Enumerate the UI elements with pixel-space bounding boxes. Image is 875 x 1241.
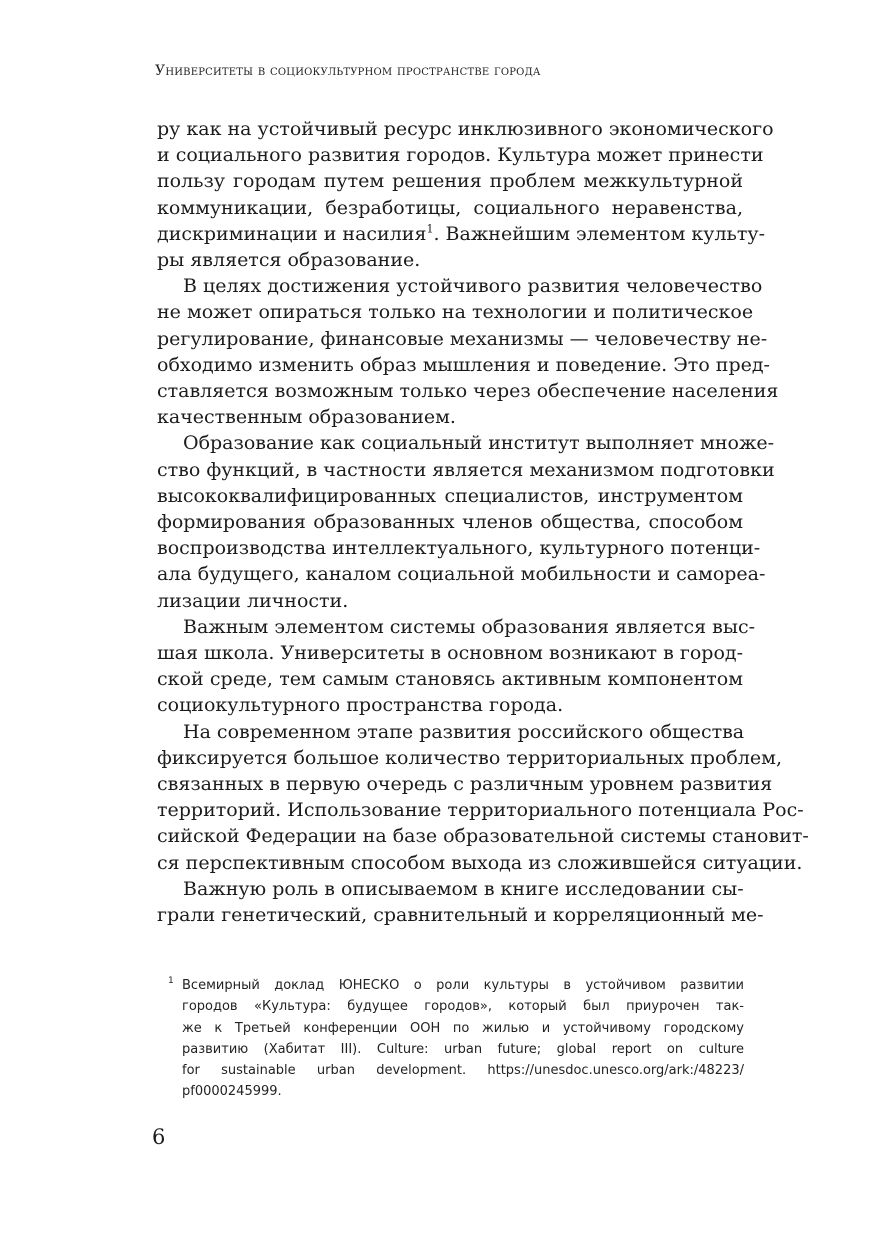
text-line: ся перспективным способом выхода из сложившейся ситуации. [157, 851, 803, 874]
text-line: регулирование, финансовые механизмы — человечеству не- [157, 327, 768, 350]
text-line: фиксируется большое количество территориальных проблем, [157, 746, 782, 769]
text-line: ры является образование. [157, 249, 421, 272]
main-text [157, 116, 809, 928]
text-line: не может опираться только на технологии и политическое [157, 301, 754, 324]
paragraph-4 [157, 614, 756, 719]
text-line [157, 221, 766, 247]
footnote-line: for sustainable urban development. https://unesdoc.unesco.org/ark:/48223/ [182, 1063, 744, 1079]
paragraph-6 [157, 876, 764, 928]
text-segment: дискриминации и насилия [157, 222, 427, 245]
text-line: высококвалифицированных специалистов, инструментом [157, 484, 743, 507]
footnote-line: Всемирный доклад ЮНЕСКО о роли культуры в устойчивом развитии [182, 978, 744, 993]
text-line: В целях достижения устойчивого развития человечество [183, 275, 763, 298]
footnote-line: развитию (Хабитат III). Culture: urban future; global report on culture [182, 1041, 744, 1057]
text-line: шая школа. Университеты в основном возникают в город- [157, 642, 743, 665]
text-segment: . Важнейшим элементом культу- [433, 222, 766, 245]
text-line: формирования образованных членов общества, способом [157, 511, 743, 534]
paragraph-3 [157, 430, 775, 613]
paragraph-5 [157, 719, 809, 876]
text-line: воспроизводства интеллектуального, культурного потенци- [157, 537, 761, 560]
text-line: Важным элементом системы образования является выс- [183, 615, 756, 638]
text-line: грали генетический, сравнительный и корреляционный ме- [157, 904, 764, 927]
text-line: ставляется возможным только через обеспечение населения [157, 380, 779, 403]
text-line: обходимо изменить образ мышления и поведение. Это пред- [157, 353, 770, 376]
footnote-1 [162, 975, 744, 1103]
text-line: и социального развития городов. Культура может принести [157, 144, 764, 167]
paragraph-2 [157, 273, 779, 430]
page-number: 6 [152, 1125, 166, 1149]
text-line: сийской Федерации на базе образовательной системы становит- [157, 825, 809, 848]
text-line: На современном этапе развития российского общества [183, 720, 745, 743]
footnote-line: pf0000245999. [182, 1084, 282, 1100]
text-line: ской среде, тем самым становясь активным компонентом [157, 668, 743, 691]
text-line: Важную роль в описываемом в книге исследовании сы- [183, 877, 744, 900]
text-line: лизации личности. [157, 589, 349, 612]
text-line: социокультурного пространства города. [157, 694, 564, 717]
text-line: территорий. Использование территориального потенциала Рос- [157, 799, 804, 822]
text-line: коммуникации, безработицы, социального неравенства, [157, 196, 743, 219]
text-line: Образование как социальный институт выполняет множе- [183, 432, 775, 455]
text-line: ство функций, в частности является механизмом подготовки [157, 458, 775, 481]
text-line: ру как на устойчивый ресурс инклюзивного экономического [157, 118, 774, 140]
running-head: Университеты в социокультурном пространстве города [155, 63, 541, 79]
text-line: пользу городам путем решения проблем межкультурной [157, 170, 743, 193]
text-line: качественным образованием. [157, 406, 456, 429]
footnote-reference[interactable]: 1 [426, 222, 434, 236]
footnotes [162, 975, 744, 1103]
paragraph-1 [157, 116, 774, 273]
text-line: связанных в первую очередь с различным уровнем развития [157, 773, 773, 796]
text-line: ала будущего, каналом социальной мобильности и самореа- [157, 563, 766, 586]
footnote-number: 1 [168, 976, 174, 986]
footnote-line: городов «Культура: будущее городов», который был приурочен так- [182, 999, 744, 1015]
footnote-line: же к Третьей конференции ООН по жилью и устойчивому городскому [182, 1020, 744, 1036]
